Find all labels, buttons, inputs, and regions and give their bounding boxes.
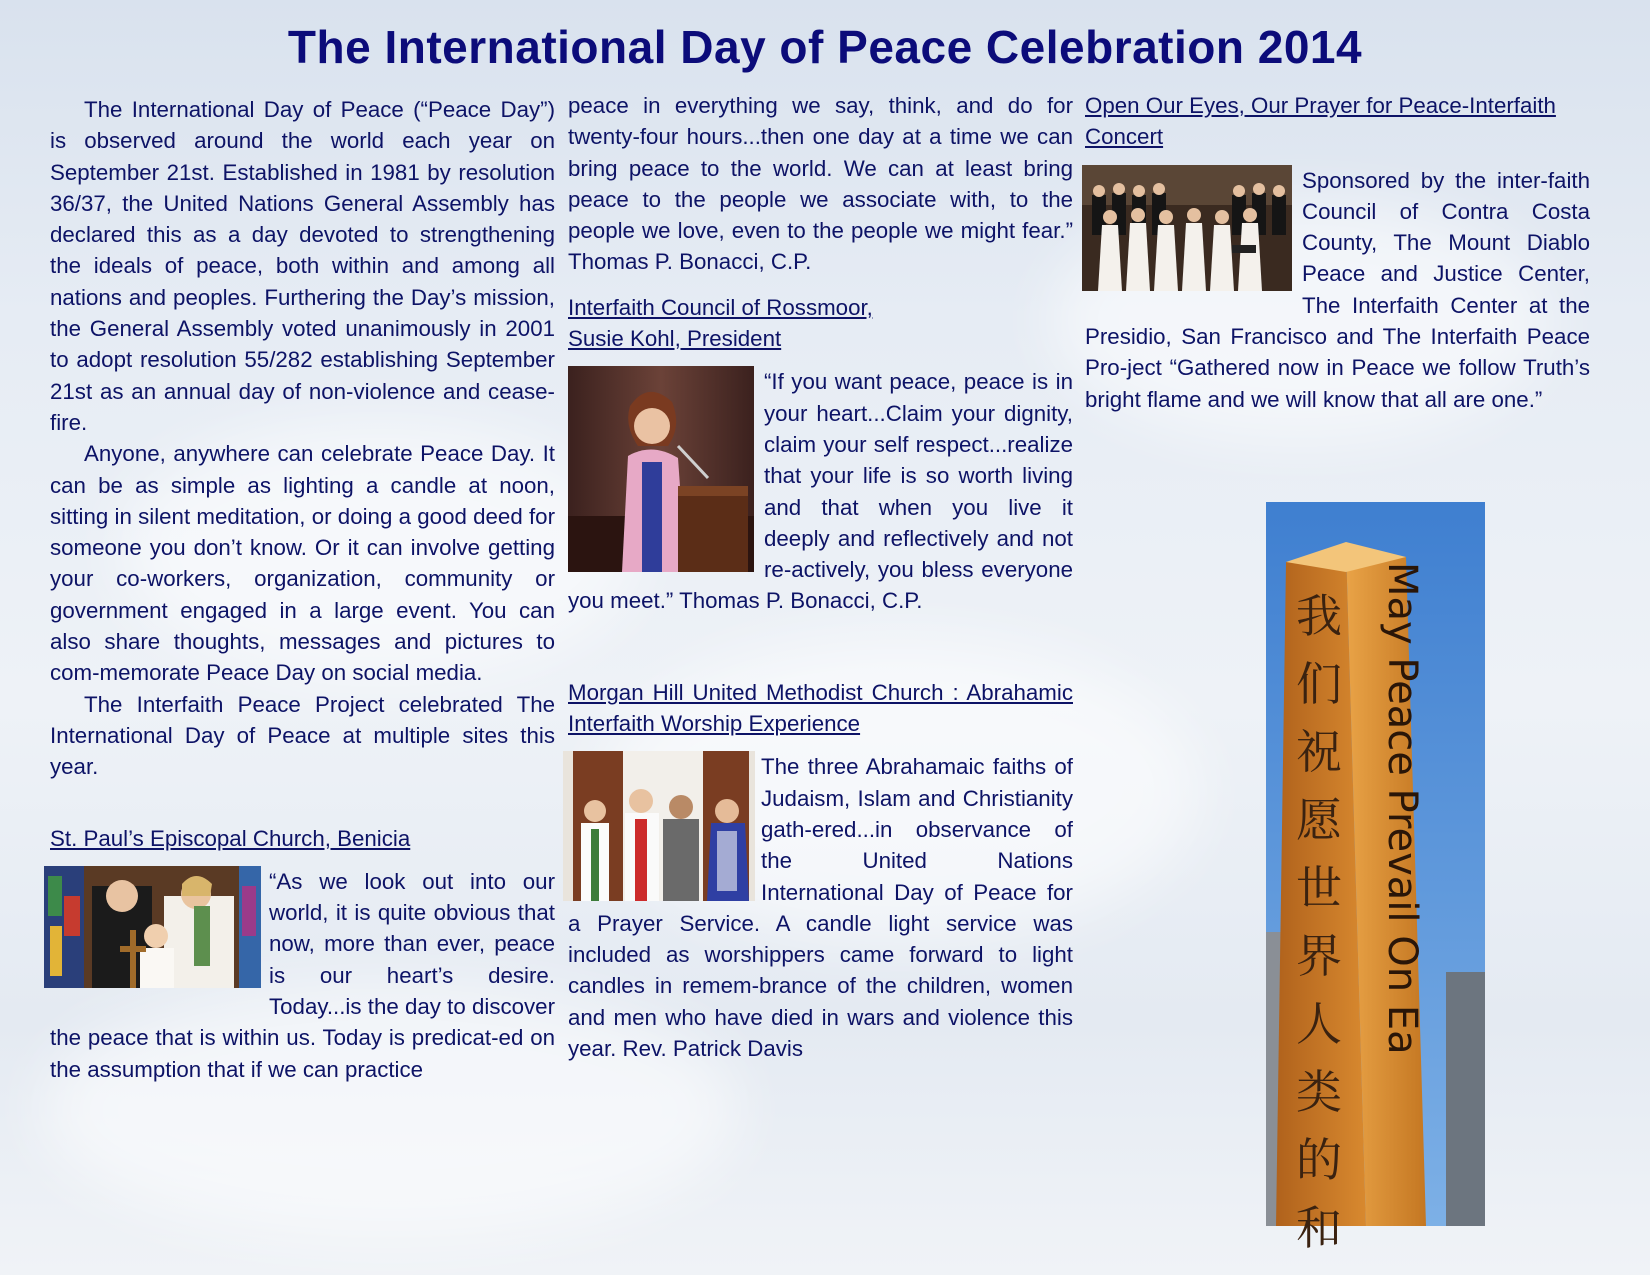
rossmoor-heading-line-1: Interfaith Council of Rossmoor, xyxy=(568,294,873,320)
pole-chinese-text: 我们祝愿世界人类的和 xyxy=(1296,589,1342,1255)
stpaul-quote: “As we look out into our world, it is quite obvious that now, more than ever, peace is our heart’s desire. Today...is the day to discover the peace that is within us. Today is predicat-ed on the assumption that if we can practice xyxy=(50,868,555,1082)
stpaul-photo xyxy=(44,866,261,988)
rossmoor-photo xyxy=(568,366,754,572)
intro-paragraph-3: The Interfaith Peace Project celebrated The International Day of Peace at multiple sites this year. xyxy=(50,691,555,780)
stpaul-quote-continued: peace in everything we say, think, and do for twenty-four hours...then one day at a time we can bring peace to the world. We can at least bring peace to the people we associate with, to the people we love, even to the people we might fear.” Thomas P. Bonacci, C.P. xyxy=(568,93,1073,275)
stpaul-heading: St. Paul’s Episcopal Church, Benicia xyxy=(50,825,411,851)
rossmoor-heading-line-2: Susie Kohl, President xyxy=(568,326,782,352)
column-1 xyxy=(50,94,555,1085)
concert-photo xyxy=(1082,165,1292,291)
column-3 xyxy=(1085,94,1590,415)
morgan-hill-photo xyxy=(563,751,755,901)
morgan-hill-text: The three Abrahamaic faiths of Judaism, Islam and Christianity gath-ered...in observance of the United Nations International Day of Peace for a Prayer Service. A candle light service was included as worshippers came forward to light candles in remem-brance of the children, women and men who have died in wars and violence this year. Rev. Patrick Davis xyxy=(568,754,1073,1062)
page-title: The International Day of Peace Celebration 2014 xyxy=(287,21,1363,73)
pole-english-text: May Peace Prevail On Ea xyxy=(1379,562,1425,1055)
intro-paragraph-1: The International Day of Peace (“Peace Day”) is observed around the world each year on September 21st. Established in 1981 by resolution 36/37, the United Nations General Assembly has declared this as a day devoted to strengthening the ideals of peace, both within and among all nations and peoples. Furthering the Day’s mission, the General Assembly voted unanimously in 2001 to adopt resolution 55/282 establishing September 21st as an annual day of non-violence and cease- fire. xyxy=(50,97,555,435)
rossmoor-quote: “If you want peace, peace is in your heart...Claim your dignity, claim your self respect...realize that your life is so worth living and that when you live it deeply and reflectively and not re-actively, you bless everyone you meet.” Thomas P. Bonacci, C.P. xyxy=(568,369,1073,614)
morgan-hill-heading: Morgan Hill United Methodist Church : Abrahamic Interfaith Worship Experience xyxy=(568,679,1073,737)
column-2 xyxy=(568,94,1073,1064)
concert-text: Sponsored by the inter-faith Council of Contra Costa County, The Mount Diablo Peace and Justice Center, The Interfaith Center at the Presidio, San Francisco and The Interfaith Peace Pro-ject “Gathered now in Peace we follow Truth’s bright flame and we will know that all are one.” xyxy=(1085,167,1590,412)
intro-paragraph-2: Anyone, anywhere can celebrate Peace Day. It can be as simple as lighting a candle at noon, sitting in silent meditation, or doing a good deed for someone you don’t know. Or it can involve getting your co-workers, organization, community or government engaged in a large event. You can also share thoughts, messages and pictures to com-memorate Peace Day on social media. xyxy=(50,441,555,686)
peace-pole-photo xyxy=(1266,502,1485,1255)
concert-heading: Open Our Eyes, Our Prayer for Peace-Interfaith Concert xyxy=(1085,93,1556,150)
